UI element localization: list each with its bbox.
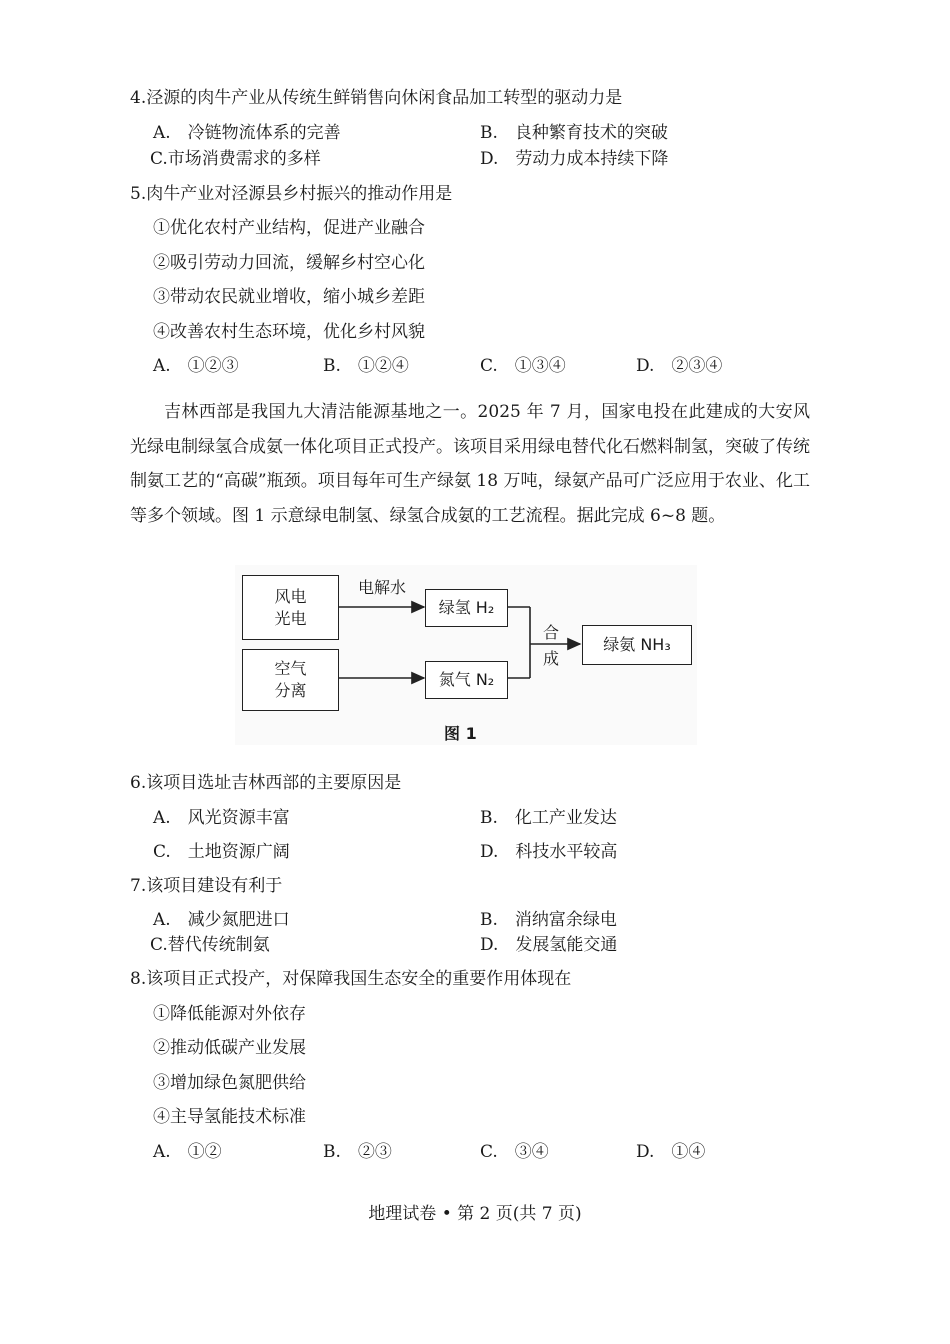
passage-text: 吉林西部是我国九大清洁能源基地之一。2025 年 7 月，国家电投在此建成的大安风光绿电制绿氢合成氨一体化项目正式投产。该项目采用绿电替代化石燃料制氢，突破了传统制氨工艺的“高碳”瓶颈。项目每年可生产绿氨 18 万吨，绿氨产品可广泛应用于农业、化工等多个领域。图 1 示意绿电制氢、绿氢合成氨的工艺流程。据此完成 6~8 题。 <box>130 402 810 526</box>
air-separation-box <box>242 649 339 711</box>
question-7-stem: 7.该项目建设有利于 <box>130 876 283 896</box>
question-8-item: ①降低能源对外依存 <box>153 1004 306 1024</box>
question-4-option-c: C.市场消费需求的多样 <box>150 149 321 169</box>
question-7-option-a: A. 减少氮肥进口 <box>153 910 290 930</box>
question-8-option-a: A. ①② <box>153 1142 222 1162</box>
question-6-option-b: B. 化工产业发达 <box>480 808 617 828</box>
question-8-option-c: C. ③④ <box>480 1142 549 1162</box>
separation-label: 分离 <box>274 681 307 700</box>
wind-power-label: 风电 <box>274 586 307 606</box>
question-7-option-b: B. 消纳富余绿电 <box>480 910 617 930</box>
question-8-option-d: D. ①④ <box>636 1142 706 1162</box>
question-6-option-d: D. 科技水平较高 <box>480 842 618 862</box>
process-flow-figure <box>235 565 697 745</box>
question-4-option-d: D. 劳动力成本持续下降 <box>480 149 669 169</box>
question-4-option-a: A. 冷链物流体系的完善 <box>153 123 341 143</box>
question-5-stem: 5.肉牛产业对泾源县乡村振兴的推动作用是 <box>130 184 453 204</box>
air-label: 空气 <box>274 659 307 678</box>
question-8-item: ③增加绿色氮肥供给 <box>153 1073 306 1093</box>
question-5-item: ④改善农村生态环境，优化乡村风貌 <box>153 322 425 342</box>
synthesis-label-2: 成 <box>543 649 560 668</box>
solar-power-label: 光电 <box>274 608 307 628</box>
electrolysis-label: 电解水 <box>358 578 407 597</box>
nitrogen-box: 氮气 N₂ <box>425 661 508 699</box>
question-8-item: ②推动低碳产业发展 <box>153 1038 306 1058</box>
question-5-item: ①优化农村产业结构，促进产业融合 <box>153 218 425 238</box>
question-4-option-b: B. 良种繁育技术的突破 <box>480 123 668 143</box>
question-6-option-a: A. 风光资源丰富 <box>153 808 290 828</box>
green-hydrogen-box: 绿氢 H₂ <box>425 589 508 627</box>
question-6-stem: 6.该项目选址吉林西部的主要原因是 <box>130 773 402 793</box>
green-ammonia-box: 绿氨 NH₃ <box>582 625 692 665</box>
question-5-item: ③带动农民就业增收，缩小城乡差距 <box>153 287 425 307</box>
synthesis-label-1: 合 <box>543 623 560 642</box>
question-8-item: ④主导氢能技术标准 <box>153 1107 306 1127</box>
question-5-option-d: D. ②③④ <box>636 356 723 376</box>
question-5-item: ②吸引劳动力回流，缓解乡村空心化 <box>153 253 425 273</box>
wind-solar-power-box <box>242 575 339 640</box>
question-7-option-d: D. 发展氢能交通 <box>480 935 618 955</box>
question-5-option-a: A. ①②③ <box>153 356 239 376</box>
question-8-stem: 8.该项目正式投产，对保障我国生态安全的重要作用体现在 <box>130 969 572 989</box>
figure-caption: 图 1 <box>444 724 477 743</box>
question-6-option-c: C. 土地资源广阔 <box>153 842 290 862</box>
question-5-option-b: B. ①②④ <box>323 356 409 376</box>
question-7-option-c: C.替代传统制氨 <box>150 935 270 955</box>
question-8-option-b: B. ②③ <box>323 1142 392 1162</box>
question-5-option-c: C. ①③④ <box>480 356 566 376</box>
question-4-stem: 4.泾源的肉牛产业从传统生鲜销售向休闲食品加工转型的驱动力是 <box>130 88 623 108</box>
page-footer: 地理试卷 • 第 2 页(共 7 页) <box>368 1204 582 1224</box>
